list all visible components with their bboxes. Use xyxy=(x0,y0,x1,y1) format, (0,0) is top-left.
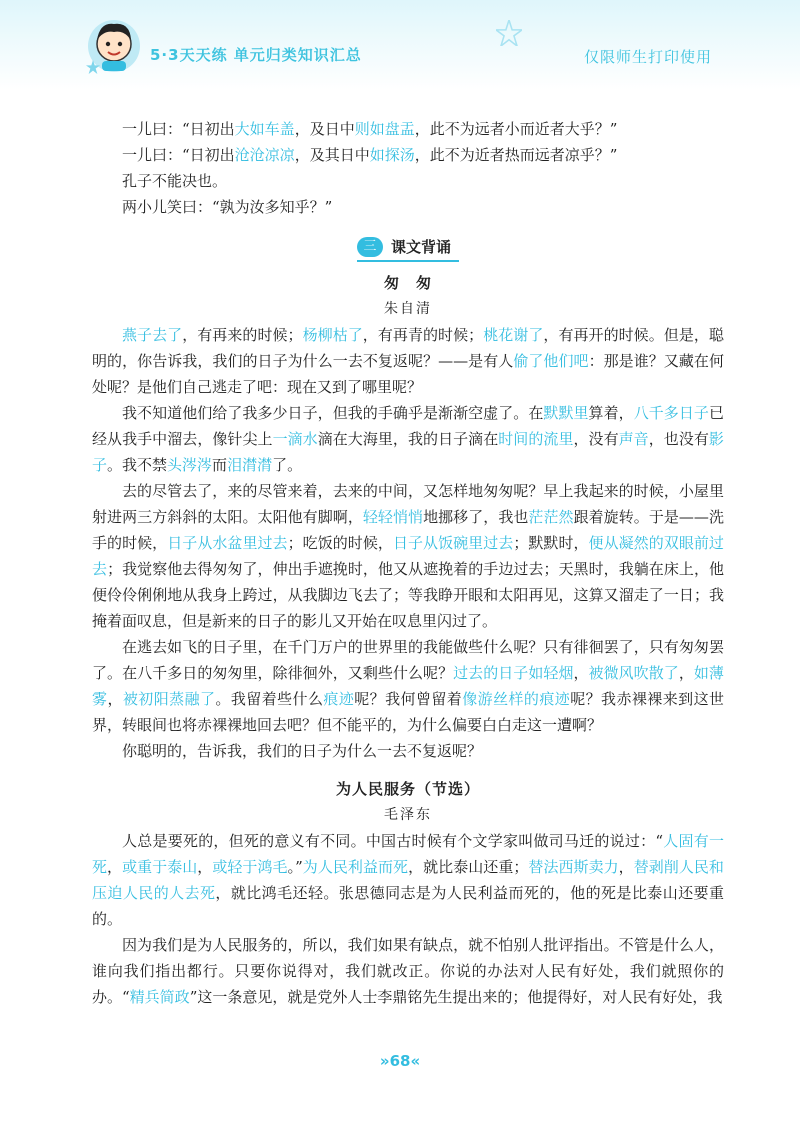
highlighted-phrase: 像游丝样的痕迹 xyxy=(462,690,571,708)
text-segment: ，就比泰山还重； xyxy=(408,858,529,876)
highlighted-phrase: 替剥削人民和压迫人民的人去死 xyxy=(92,858,724,902)
text-segment: ， xyxy=(107,858,123,876)
text-segment: ， xyxy=(197,858,213,876)
text-segment: 。” xyxy=(287,858,303,876)
essay2-title: 为人民服务（节选） xyxy=(335,780,480,798)
text-segment: 在逃去如飞的日子里，在千门万户的世界里的我能做些什么呢？只有徘徊罢了，只有匆匆罢了。在八千多日的匆匆里，除徘徊外，又剩些什么呢？ xyxy=(92,638,724,682)
highlighted-phrase: 时间的流里 xyxy=(498,430,574,448)
text-segment: 呢？我何曾留着 xyxy=(354,690,463,708)
text-segment: 了。 xyxy=(272,456,303,474)
essay1-body xyxy=(92,322,724,764)
paragraph xyxy=(92,168,724,194)
paragraph xyxy=(92,194,724,220)
highlighted-phrase: 泪潸潸 xyxy=(227,456,273,474)
text-segment: 跟着旋转。于是——洗手的时候， xyxy=(92,508,724,552)
text-segment: ，有再青的时候； xyxy=(362,326,484,344)
text-segment: ，有再开的时候。但是，聪明的，你告诉我，我们的日子为什么一去不复返呢？——是有人 xyxy=(92,326,724,370)
highlighted-phrase: 或轻于鸿毛 xyxy=(212,858,288,876)
highlighted-phrase: 默默里 xyxy=(543,404,589,422)
text-segment: 两小儿笑曰：“孰为汝多知乎？” xyxy=(122,198,333,216)
text-segment: 算着， xyxy=(588,404,634,422)
text-segment: ，也没有 xyxy=(648,430,709,448)
text-segment: 一儿曰：“日初出 xyxy=(122,146,235,164)
highlighted-phrase: 沧沧凉凉 xyxy=(234,146,295,164)
paragraph xyxy=(92,322,724,400)
text-segment: ；默默时， xyxy=(513,534,589,552)
paragraph xyxy=(92,116,724,142)
header-usage-note: 仅限师生打印使用 xyxy=(583,48,712,66)
text-segment: ：那是谁？又藏在何处呢？是他们自己逃走了吧：现在又到了哪里呢？ xyxy=(92,352,724,396)
paragraph xyxy=(92,634,724,738)
highlighted-phrase: 桃花谢了 xyxy=(483,326,544,344)
highlighted-phrase: 八千多日子 xyxy=(633,404,709,422)
page-content xyxy=(92,116,724,1010)
text-segment: ；我觉察他去得匆匆了，伸出手遮挽时，他又从遮挽着的手边过去；天黑时，我躺在床上，他便伶伶俐俐地从我身上跨过，从我脚边飞去了；等我睁开眼和太阳再见，这算又溜走了一日；我掩着面叹息，但是新来的日子的影儿又开始在叹息里闪过了。 xyxy=(92,560,724,630)
highlighted-phrase: 杨柳枯了 xyxy=(302,326,363,344)
header-book-title: 5·3天天练 单元归类知识汇总 xyxy=(150,46,362,64)
highlighted-phrase: 偷了他们吧 xyxy=(513,352,589,370)
text-segment: 一儿曰：“日初出 xyxy=(122,120,235,138)
text-segment: ， xyxy=(107,690,123,708)
highlighted-phrase: 如薄雾 xyxy=(92,664,724,708)
paragraph xyxy=(92,478,724,634)
text-segment: 人总是要死的，但死的意义有不同。中国古时候有个文学家叫做司马迁的说过：“ xyxy=(122,832,664,850)
text-segment: 呢？我赤裸裸来到这世界，转眼间也将赤裸裸地回去吧？但不能平的，为什么偏要白白走这一遭啊？ xyxy=(92,690,724,734)
text-segment: 去的尽管去了，来的尽管来着，去来的中间，又怎样地匆匆呢？早上我起来的时候，小屋里射进两三方斜斜的太阳。太阳他有脚啊， xyxy=(92,482,724,526)
star-icon xyxy=(496,20,522,46)
highlighted-phrase: 如探汤 xyxy=(369,146,415,164)
page-number xyxy=(0,1052,800,1070)
highlighted-phrase: 则如盘盂 xyxy=(354,120,415,138)
text-segment: ， xyxy=(618,858,634,876)
intro-passage xyxy=(92,116,724,220)
page-number-right-arrow-icon: « xyxy=(410,1052,421,1070)
highlighted-phrase: 痕迹 xyxy=(323,690,355,708)
page-number-value: 68 xyxy=(389,1052,411,1070)
text-segment: ，就比鸿毛还轻。张思德同志是为人民利益而死的，他的死是比泰山还要重的。 xyxy=(92,884,724,928)
highlighted-phrase: 被微风吹散了 xyxy=(588,664,679,682)
star-icon xyxy=(86,60,100,74)
text-segment: 已经从我手中溜去，像针尖上 xyxy=(92,404,724,448)
highlighted-phrase: 日子从饭碗里过去 xyxy=(392,534,514,552)
text-segment: ；吃饭的时候， xyxy=(287,534,393,552)
paragraph xyxy=(92,142,724,168)
text-segment: 滴在大海里，我的日子滴在 xyxy=(317,430,499,448)
highlighted-phrase: 被初阳蒸融了 xyxy=(122,690,216,708)
page-number-left-arrow-icon: » xyxy=(379,1052,390,1070)
highlighted-phrase: 过去的日子如轻烟 xyxy=(453,664,574,682)
section-heading xyxy=(92,232,724,260)
section-number-badge: 三 xyxy=(357,237,383,257)
highlighted-phrase: 精兵简政 xyxy=(129,988,190,1006)
highlighted-phrase: 影子 xyxy=(92,430,724,474)
highlighted-phrase: 为人民利益而死 xyxy=(302,858,409,876)
text-segment: ， xyxy=(573,664,589,682)
highlighted-phrase: 一滴水 xyxy=(272,430,318,448)
paragraph xyxy=(92,828,724,932)
text-segment: ，此不为近者热而远者凉乎？” xyxy=(414,146,618,164)
text-segment: ，及其日中 xyxy=(294,146,370,164)
essay1-author: 朱自清 xyxy=(384,301,432,317)
highlighted-phrase: 日子从水盆里过去 xyxy=(167,534,288,552)
highlighted-phrase: 便从凝然的双眼前过去 xyxy=(92,534,724,578)
text-segment: ， xyxy=(678,664,694,682)
paragraph xyxy=(92,932,724,1010)
text-segment: 因为我们是为人民服务的，所以，我们如果有缺点，就不怕别人批评指出。不管是什么人，谁向我们指出都行。只要你说得对，我们就改正。你说的办法对人民有好处，我们就照你的办。“ xyxy=(92,936,724,1006)
page-header xyxy=(0,0,800,90)
highlighted-phrase: 大如车盖 xyxy=(234,120,295,138)
paragraph xyxy=(92,400,724,478)
highlighted-phrase: 人固有一死 xyxy=(92,832,724,876)
text-segment: 。我不禁 xyxy=(107,456,168,474)
highlighted-phrase: 或重于泰山 xyxy=(122,858,198,876)
highlighted-phrase: 替法西斯卖力 xyxy=(528,858,619,876)
text-segment: ”这一条意见，就是党外人士李鼎铭先生提出来的；他提得好，对人民有好处，我 xyxy=(189,988,723,1006)
essay2-author: 毛泽东 xyxy=(384,807,432,823)
highlighted-phrase: 声音 xyxy=(618,430,649,448)
highlighted-phrase: 燕子去了 xyxy=(122,326,183,344)
text-segment: 我不知道他们给了我多少日子，但我的手确乎是渐渐空虚了。在 xyxy=(122,404,544,422)
text-segment: 而 xyxy=(212,456,228,474)
highlighted-phrase: 头涔涔 xyxy=(167,456,213,474)
text-segment: ，有再来的时候； xyxy=(182,326,303,344)
highlighted-phrase: 轻轻悄悄 xyxy=(362,508,424,526)
essay2-body xyxy=(92,828,724,1010)
text-segment: 你聪明的，告诉我，我们的日子为什么一去不复返呢？ xyxy=(122,742,483,760)
paragraph xyxy=(92,738,724,764)
text-segment: ，及日中 xyxy=(294,120,355,138)
section-title: 课文背诵 xyxy=(390,238,451,256)
text-segment: ，此不为远者小而近者大乎？” xyxy=(414,120,618,138)
text-segment: 。我留着些什么 xyxy=(215,690,324,708)
essay1-title: 匆 匆 xyxy=(383,274,432,292)
highlighted-phrase: 茫茫然 xyxy=(528,508,574,526)
text-segment: 地挪移了，我也 xyxy=(423,508,529,526)
text-segment: ，没有 xyxy=(573,430,619,448)
text-segment: 孔子不能决也。 xyxy=(122,172,228,190)
